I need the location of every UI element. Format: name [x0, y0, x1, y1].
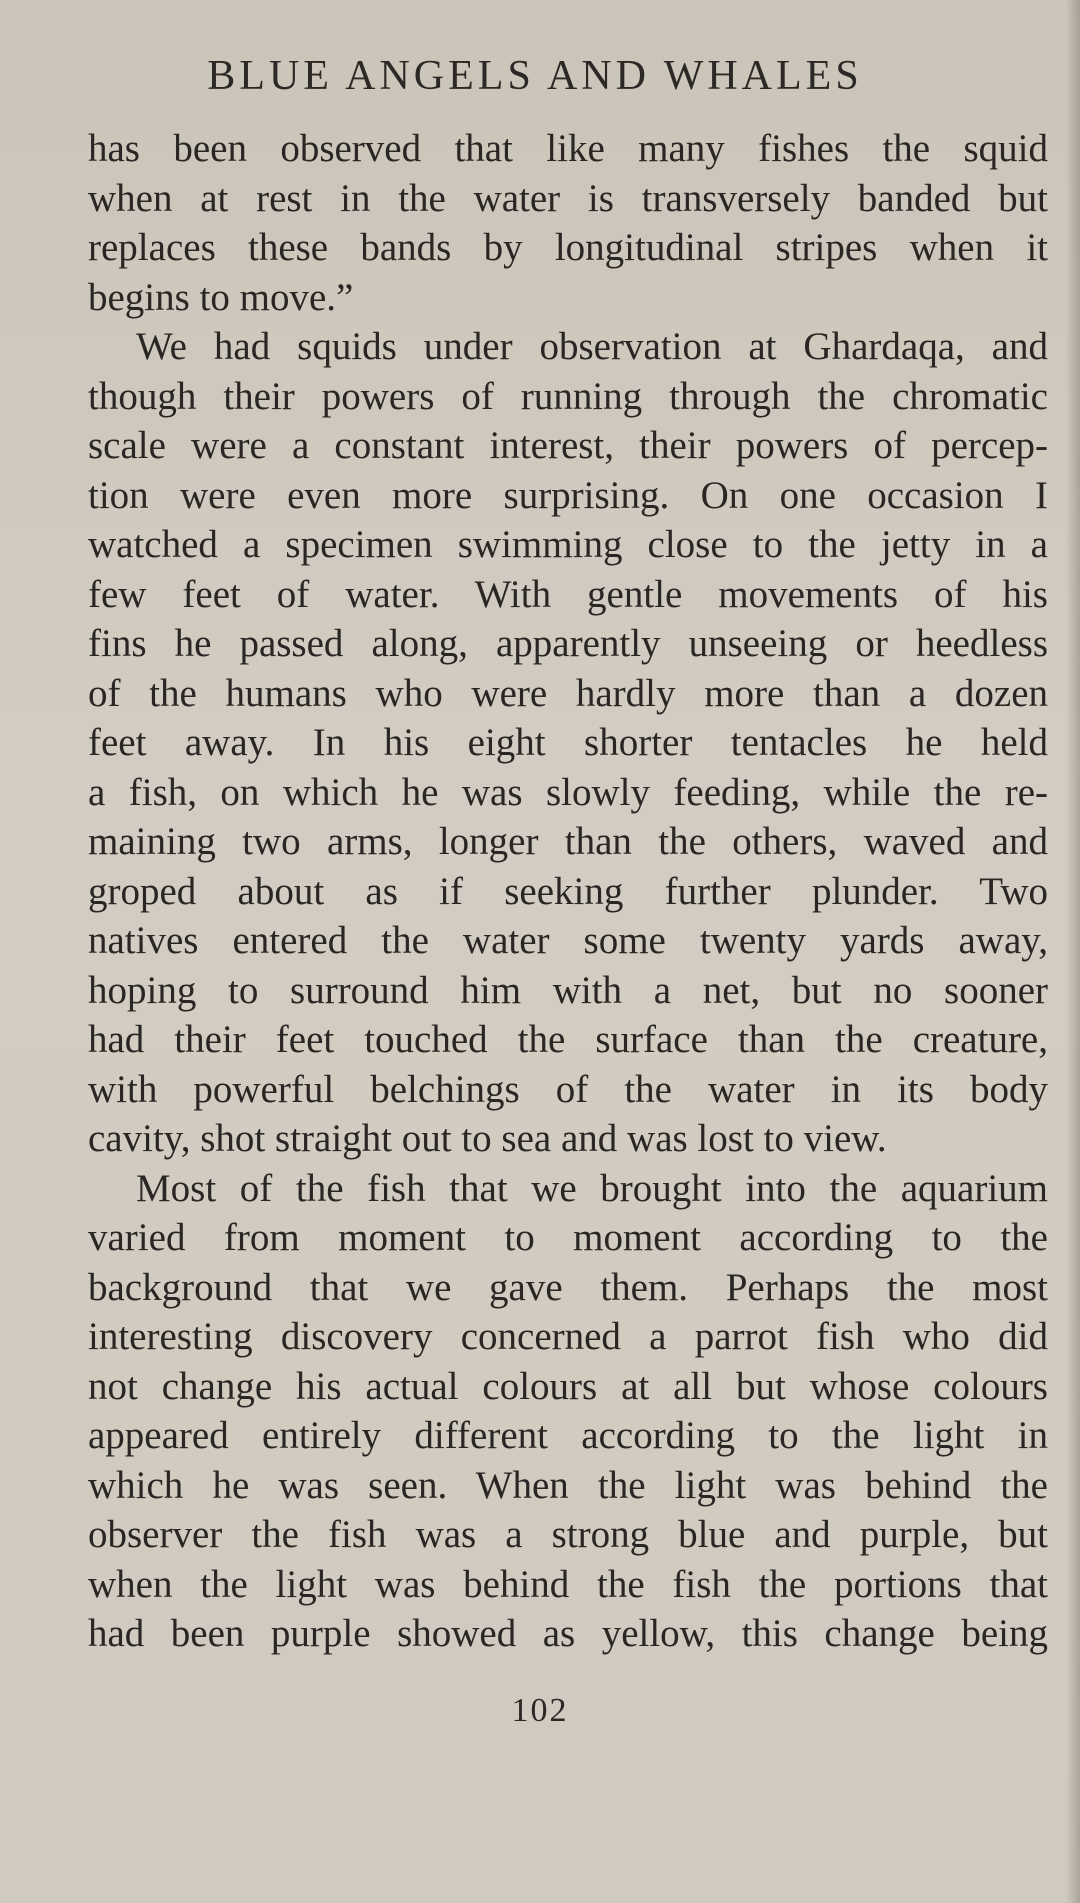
text-line: begins to move.” — [88, 275, 354, 319]
text-line: observer the fish was a strong blue and purple, but — [88, 1513, 1048, 1556]
text-line: varied from moment to moment according to the — [88, 1216, 1048, 1259]
text-line: replaces these bands by longitudinal stripes when it — [88, 226, 1048, 269]
text-line: a fish, on which he was slowly feeding, while the re- — [88, 770, 1048, 814]
text-line: though their powers of running through the chromatic — [88, 374, 1048, 418]
text-line: had been purple showed as yellow, this change being — [88, 1612, 1048, 1655]
text-line: maining two arms, longer than the others, waved and — [88, 820, 1048, 863]
text-line: few feet of water. With gentle movements of his — [88, 572, 1048, 616]
text-line: cavity, shot straight out to sea and was lost to view. — [88, 1117, 887, 1160]
text-line: interesting discovery concerned a parrot fish who did — [88, 1315, 1048, 1358]
text-line: when at rest in the water is transversely banded but — [88, 176, 1048, 220]
text-line: scale were a constant interest, their powers of percep- — [88, 424, 1048, 467]
text-line: when the light was behind the fish the portions that — [88, 1562, 1048, 1606]
paragraph-1 — [88, 124, 1048, 322]
text-line: Most of the fish that we brought into the aquarium — [136, 1166, 1048, 1210]
text-line: natives entered the water some twenty yards away, — [88, 919, 1048, 962]
paragraph-3 — [88, 1164, 1048, 1659]
text-line: has been observed that like many fishes the squid — [88, 127, 1048, 170]
page-edge — [1066, 0, 1080, 1903]
text-line: watched a specimen swimming close to the jetty in a — [88, 523, 1048, 566]
text-line: which he was seen. When the light was behind the — [88, 1463, 1048, 1507]
page-number: 102 — [511, 1692, 569, 1729]
text-line: feet away. In his eight shorter tentacles he held — [88, 721, 1048, 764]
text-line: had their feet touched the surface than the creature, — [88, 1018, 1048, 1061]
text-line: We had squids under observation at Ghardaqa, and — [136, 325, 1048, 368]
body-text — [88, 124, 1048, 1659]
paragraph-2 — [88, 322, 1048, 1164]
running-head: BLUE ANGELS AND WHALES — [207, 53, 863, 99]
text-line: groped about as if seeking further plunder. Two — [88, 869, 1048, 913]
text-line: not change his actual colours at all but whose colours — [88, 1364, 1048, 1408]
text-line: of the humans who were hardly more than a dozen — [88, 671, 1048, 715]
text-line: appeared entirely different according to the light in — [88, 1414, 1048, 1457]
text-line: hoping to surround him with a net, but no sooner — [88, 968, 1048, 1012]
text-line: tion were even more surprising. On one occasion I — [88, 473, 1048, 517]
text-line: fins he passed along, apparently unseeing or heedless — [88, 622, 1048, 665]
text-line: background that we gave them. Perhaps the most — [88, 1265, 1048, 1309]
text-line: with powerful belchings of the water in its body — [88, 1067, 1048, 1111]
